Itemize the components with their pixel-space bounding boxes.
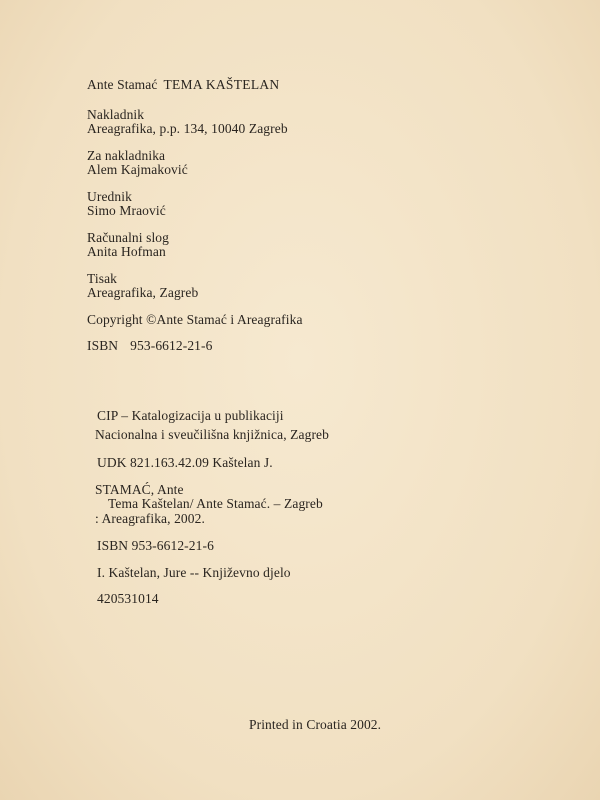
cip-line-1: CIP – Katalogizacija u publikaciji <box>97 408 284 423</box>
author-name: Ante Stamać <box>87 77 158 92</box>
print-label: Tisak <box>87 271 118 286</box>
editor-label: Urednik <box>87 189 132 204</box>
cip-entry-2: Tema Kaštelan/ Ante Stamać. – Zagreb <box>108 496 323 511</box>
isbn-line <box>87 338 212 354</box>
cip-isbn: ISBN 953-6612-21-6 <box>97 538 214 553</box>
editor-value: Simo Mraović <box>87 203 166 218</box>
for-publisher-value: Alem Kajmaković <box>87 162 188 177</box>
book-title: TEMA KAŠTELAN <box>163 77 280 92</box>
typesetting-value: Anita Hofman <box>87 244 166 259</box>
title-line <box>87 77 279 93</box>
publisher-value: Areagrafika, p.p. 134, 10040 Zagreb <box>87 121 288 136</box>
cip-line-2: Nacionalna i sveučilišna knjižnica, Zagreb <box>95 427 329 442</box>
cip-entry-1: STAMAĆ, Ante <box>95 482 184 497</box>
cip-number: 420531014 <box>97 591 159 606</box>
cip-entry-3: : Areagrafika, 2002. <box>95 511 205 526</box>
print-value: Areagrafika, Zagreb <box>87 285 199 300</box>
cip-udk: UDK 821.163.42.09 Kaštelan J. <box>97 455 273 470</box>
publisher-label: Nakladnik <box>87 107 145 122</box>
isbn-label: ISBN <box>87 338 119 353</box>
copyright-line: Copyright ©Ante Stamać i Areagrafika <box>87 312 303 327</box>
typesetting-label: Računalni slog <box>87 230 170 245</box>
for-publisher-label: Za nakladnika <box>87 148 166 163</box>
isbn-value: 953-6612-21-6 <box>130 338 213 353</box>
printed-in: Printed in Croatia 2002. <box>249 717 382 732</box>
cip-subject: I. Kaštelan, Jure -- Književno djelo <box>97 565 291 580</box>
